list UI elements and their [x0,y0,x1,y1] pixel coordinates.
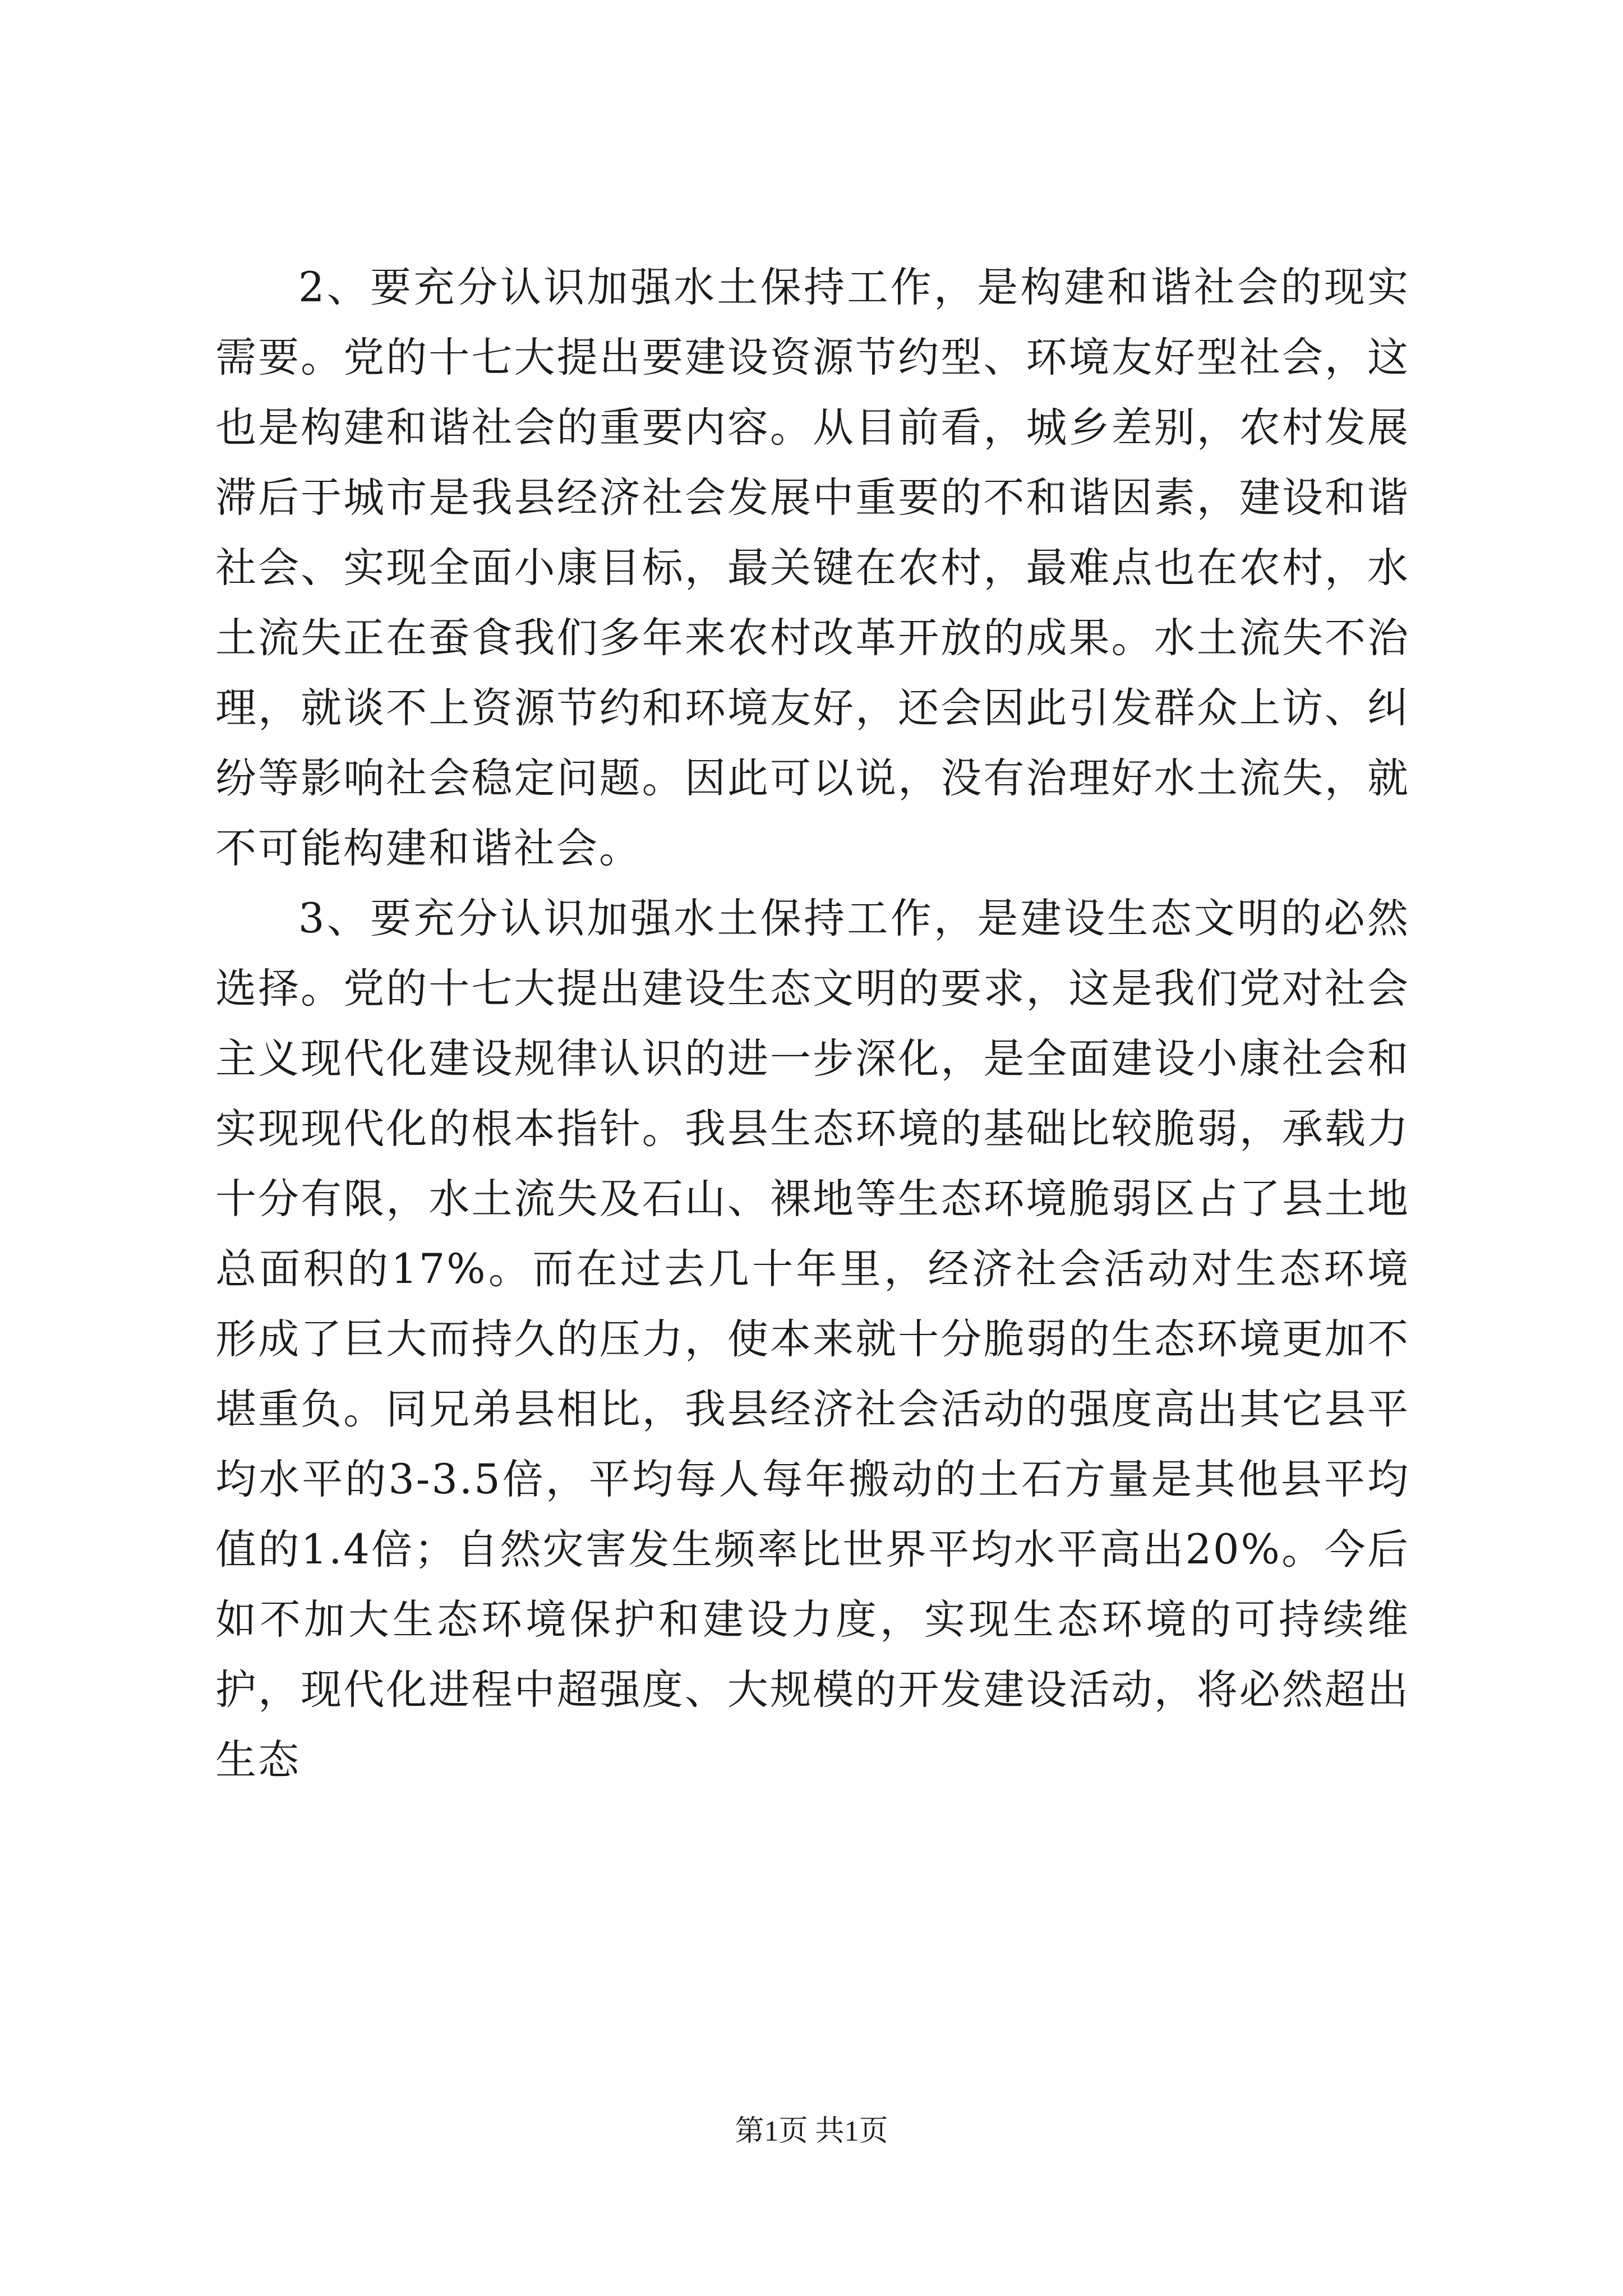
document-body [215,252,1410,1795]
paragraph-3: 3、要充分认识加强水土保持工作，是建设生态文明的必然选择。党的十七大提出建设生态文明的要求，这是我们党对社会主义现代化建设规律认识的进一步深化，是全面建设小康社会和实现现代化的根本指针。我县生态环境的基础比较脆弱，承载力十分有限，水土流失及石山、裸地等生态环境脆弱区占了县土地总面积的17%。而在过去几十年里，经济社会活动对生态环境形成了巨大而持久的压力，使本来就十分脆弱的生态环境更加不堪重负。同兄弟县相比，我县经济社会活动的强度高出其它县平均水平的3-3.5倍，平均每人每年搬动的土石方量是其他县平均值的1.4倍；自然灾害发生频率比世界平均水平高出20%。今后如不加大生态环境保护和建设力度，实现生态环境的可持续维护，现代化进程中超强度、大规模的开发建设活动，将必然超出生态 [215,895,1410,1784]
paragraph-2: 2、要充分认识加强水土保持工作，是构建和谐社会的现实需要。党的十七大提出要建设资源节约型、环境友好型社会，这也是构建和谐社会的重要内容。从目前看，城乡差别，农村发展滞后于城市是我县经济社会发展中重要的不和谐因素，建设和谐社会、实现全面小康目标，最关键在农村，最难点也在农村，水土流失正在蚕食我们多年来农村改革开放的成果。水土流失不治理，就谈不上资源节约和环境友好，还会因此引发群众上访、纠纷等影响社会稳定问题。因此可以说，没有治理好水土流失，就不可能构建和谐社会。 [215,264,1410,872]
page-footer: 第1页 共1页 [735,2115,888,2147]
